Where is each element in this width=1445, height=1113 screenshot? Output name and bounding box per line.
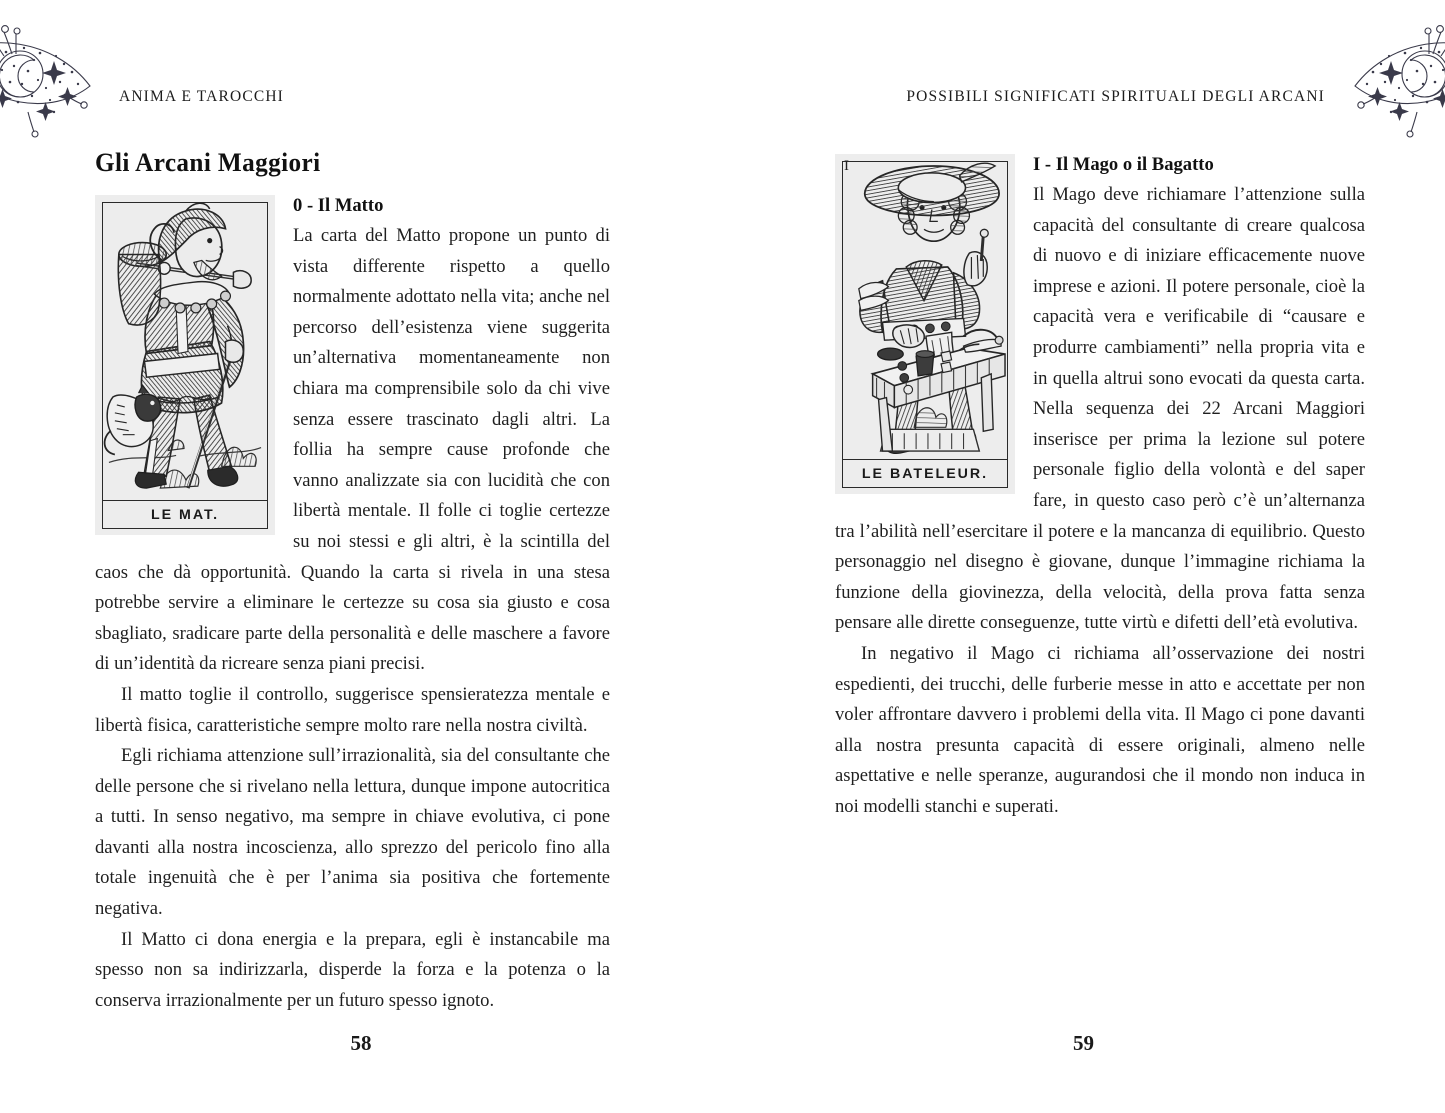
tarot-card-le-mat <box>95 195 275 535</box>
card-caption-bar <box>843 459 1007 487</box>
card-roman-numeral: I <box>844 158 849 174</box>
running-head-left: ANIMA E TAROCCHI <box>119 88 284 105</box>
page-title: Gli Arcani Maggiori <box>95 148 321 177</box>
eye-moon-stars-ornament <box>0 12 112 140</box>
right-text-column <box>835 150 1365 822</box>
paragraph: In negativo il Mago ci richiama all’osservazione dei nostri espedienti, dei trucchi, delle furberie messe in atto e accettate per non voler affrontare davvero i problemi della vita. Il Mago ci pone davanti alla nostra presunta capacità di essere originali, almeno nelle aspettative e nelle speranze, augurandosi che il mondo non induca in noi modelli stanchi e superati. <box>835 642 1365 817</box>
card-caption: LE BATELEUR. <box>861 465 989 482</box>
paragraph: Il Mago deve richiamare l’attenzione sulla capacità del consultante di creare qualcosa di nuovo e di iniziare efficacemente nuove imprese e azioni. Il potere personale, cioè la capacità vera e verificabile di “causare e produrre cambiamenti” nella propria vita e in quella altrui sono evocati da questa carta. Nella sequenza dei 22 Arcani Maggiori inserisce per prima la lezione sul potere personale figlio della volontà e del saper fare, in questo caso però c’è un’alternanza tra l’abilità nell’esercitare il potere e la mancanza di equilibrio. Questo personaggio nel disegno è giovane, dunque l’immagine richiama la funzione della giovinezza, della velocità, della prova fatta senza pensare alle dirette conseguenze, tutte virtù e difetti dell’età evolutiva. <box>835 184 1365 634</box>
left-subhead: 0 - Il Matto <box>293 195 384 216</box>
paragraph: Il Matto ci dona energia e la prepara, egli è instancabile ma spesso non sa indirizzarla, disperde la forza e la potenza o la conserva irrazionalmente per un futuro spesso ignoto. <box>95 928 610 1011</box>
paragraph: La carta del Matto propone un punto di vista differente rispetto a quello normalmente adottato nella vita; anche nel percorso dell’esistenza viene suggerita un’alternativa momentaneamente non chiara ma comprensibile solo da chi vive senza essere trascinato dagli altri. La follia ha sempre cause profonde che vanno analizzate sia con lucidità che con libertà mentale. Il folle ci toglie certezze su noi stessi e gli altri, è la scintilla del caos che dà opportunità. Quando la carta si rivela in una stesa potrebbe servire a eliminare le certezze su cosa sia giusto e cosa sbagliato, sradicare parte della personalità e delle maschere a favore di un’identità da ricreare senza piani precisi. <box>95 225 610 675</box>
tarot-card-le-bateleur <box>835 154 1015 494</box>
left-page <box>0 0 722 1113</box>
running-head-right: POSSIBILI SIGNIFICATI SPIRITUALI DEGLI ARCANI <box>906 88 1325 105</box>
right-page <box>722 0 1445 1113</box>
left-text-column <box>95 191 610 1016</box>
le-bateleur-artwork <box>843 162 1007 459</box>
card-caption-bar <box>103 500 267 528</box>
le-mat-artwork <box>103 203 267 500</box>
paragraph: Il matto toglie il controllo, suggerisce spensieratezza mentale e libertà fisica, caratteristiche sempre molto rare nella nostra civiltà. <box>95 683 610 736</box>
card-caption: LE MAT. <box>150 506 220 523</box>
right-subhead: I - Il Mago o il Bagatto <box>1033 154 1214 175</box>
page-number-right: 59 <box>1073 1031 1094 1055</box>
page-number-left: 58 <box>350 1031 372 1055</box>
paragraph: Egli richiama attenzione sull’irrazionalità, sia del consultante che delle persone che si rivelano nella lettura, dunque impone autocritica a tutti. In senso negativo, ma sempre in chiave evolutiva, ci pone davanti alla nostra incoscienza, allo sprezzo del pericolo fino alla totale ingenuità che è per l’anima sia positiva che fortemente negativa. <box>95 745 610 920</box>
eye-moon-stars-ornament <box>1333 12 1445 140</box>
